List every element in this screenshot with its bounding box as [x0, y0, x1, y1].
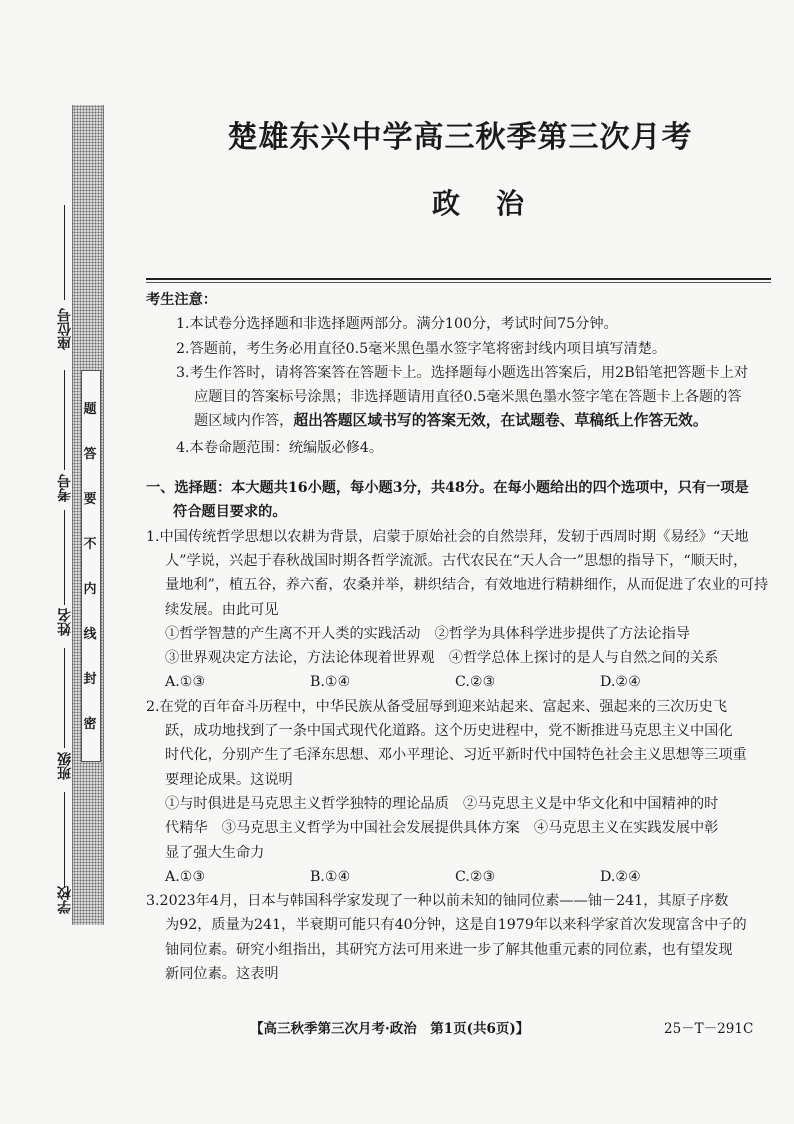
question-3-line-3: 铀同位素。研究小组指出，其研究方法可用来进一步了解其他重元素的同位素，也有望发现: [165, 941, 733, 958]
notice-item-3-line-3: [176, 409, 771, 433]
question-1-line-1: 1.中国传统哲学思想以农耕为背景，启蒙于原始社会的自然崇拜，发轫于西周时期《易经》“天地: [146, 528, 749, 545]
notice-item-3-line-2: 应题目的答案标号涂黑；非选择题请用直径0.5毫米黑色墨水签字笔在答题卡上各题的答: [194, 389, 742, 406]
seat-label: 座位号: [57, 308, 73, 350]
question-2-statement-1: ①与时俱进是马克思主义哲学独特的理论品质 ②马克思主义是中华文化和中国精神的时: [165, 795, 719, 812]
option-c[interactable]: C.②③: [455, 674, 496, 691]
class-label: 班级: [57, 752, 73, 780]
seal-char: 密: [83, 717, 97, 732]
question-2-line-4: 要理论成果。这说明: [165, 771, 293, 788]
question-1-line-2: 人”学说，兴起于春秋战国时期各哲学流派。古代农民在“天人合一”思想的指导下，“顺天时，: [165, 552, 748, 569]
question-1-line-4: 续发展。由此可见: [165, 601, 279, 618]
question-2: [146, 695, 771, 889]
section-1-line-2: 符合题目要求的。: [173, 504, 287, 521]
question-1-options: [146, 670, 771, 694]
question-2-options: [146, 865, 771, 889]
seat-line: [64, 205, 65, 300]
notice-item-3-emphasis: 超出答题区域书写的答案无效，在试题卷、草稿纸上作答无效。: [293, 412, 708, 430]
exam-no-line: [64, 370, 65, 470]
seal-char: 要: [83, 492, 97, 507]
option-a[interactable]: A.①③: [165, 674, 206, 691]
question-2-line-2: 跃，成功地找到了一条中国式现代化道路。这个历史进程中，党不断推进马克思主义中国化: [165, 723, 733, 740]
paper-code: 25－T－291C: [664, 1021, 754, 1037]
question-3-line-4: 新同位素。这表明: [165, 966, 279, 983]
option-d[interactable]: D.②④: [600, 674, 641, 691]
notice-item-3-line-1: 3.考生作答时，请将答案答在答题卡上。选择题每小题选出答案后，用2B铅笔把答题卡上对: [176, 364, 749, 381]
notice-item-4: 4.本卷命题范围：统编版必修4。: [176, 439, 384, 456]
notice-heading: 考生注意：: [146, 292, 217, 308]
question-1-statement-2: ③世界观决定方法论，方法论体现着世界观 ④哲学总体上探讨的是人与自然之间的关系: [165, 650, 719, 667]
exam-title: 楚雄东兴中学高三秋季第三次月考: [227, 120, 693, 155]
question-1-line-3: 量地利”，植五谷，养六畜，农桑并举，耕织结合，有效地进行精耕细作，从而促进了农业的可持: [165, 577, 769, 594]
option-c[interactable]: C.②③: [455, 868, 496, 885]
exam-no-label: 考号: [57, 474, 73, 502]
notice-item-3: [146, 361, 771, 434]
header-rule: [146, 278, 771, 280]
name-label: 姓名: [57, 608, 73, 636]
question-3-line-2: 为92，质量为241，半衰期可能只有40分钟，这是自1979年以来科学家首次发现富含中子的: [165, 917, 747, 934]
exam-content: [146, 288, 771, 986]
question-2-statement-2: 代精华 ③马克思主义哲学为中国社会发展提供具体方案 ④马克思主义在实践发展中彰: [165, 820, 719, 837]
question-2-line-1: 2.在党的百年奋斗历程中，中华民族从备受屈辱到迎来站起来、富起来、强起来的三次历史飞: [146, 698, 728, 715]
school-label: 学校: [57, 886, 73, 914]
seal-char: 线: [83, 627, 97, 642]
seal-char: 答: [83, 447, 97, 462]
question-2-line-3: 时代化，分别产生了毛泽东思想、邓小平理论、习近平新时代中国特色社会主义思想等三项重: [165, 747, 747, 764]
seal-char: 题: [83, 402, 97, 417]
seal-line-box: [81, 370, 101, 762]
notice-item-3-text: 题区域内作答，: [194, 413, 294, 430]
header-rule-thin: [146, 282, 771, 283]
question-1-statement-1: ①哲学智慧的产生离不开人类的实践活动 ②哲学为具体科学进步提供了方法论指导: [165, 625, 690, 642]
section-1-line-1: 一、选择题：本大题共16小题，每小题3分，共48分。在每小题给出的四个选项中，只有一项是: [146, 480, 749, 497]
option-b[interactable]: B.①④: [310, 674, 351, 691]
notice-item-2: 2.答题前，考生务必用直径0.5毫米黑色墨水签字笔将密封线内项目填写清楚。: [176, 340, 667, 357]
page-footer: 【高三秋季第三次月考·政治 第1页(共6页)】: [250, 1021, 530, 1037]
subject-title: 政治: [431, 187, 560, 220]
school-line: [64, 792, 65, 887]
question-3-line-1: 3.2023年4月，日本与韩国科学家发现了一种以前未知的铀同位素——铀－241，其原子序数: [146, 893, 729, 910]
class-line: [64, 648, 65, 748]
option-d[interactable]: D.②④: [600, 868, 641, 885]
question-1: [146, 525, 771, 695]
seal-char: 不: [83, 537, 97, 552]
seal-char: 封: [83, 672, 97, 687]
section-1-heading: [146, 476, 771, 525]
name-line: [64, 510, 65, 605]
question-3: [146, 889, 771, 986]
option-a[interactable]: A.①③: [165, 868, 206, 885]
question-2-statement-3: 显了强大生命力: [165, 844, 265, 861]
notice-item-1: 1.本试卷分选择题和非选择题两部分。满分100分，考试时间75分钟。: [176, 316, 618, 333]
seal-char: 内: [83, 582, 97, 597]
option-b[interactable]: B.①④: [310, 868, 351, 885]
